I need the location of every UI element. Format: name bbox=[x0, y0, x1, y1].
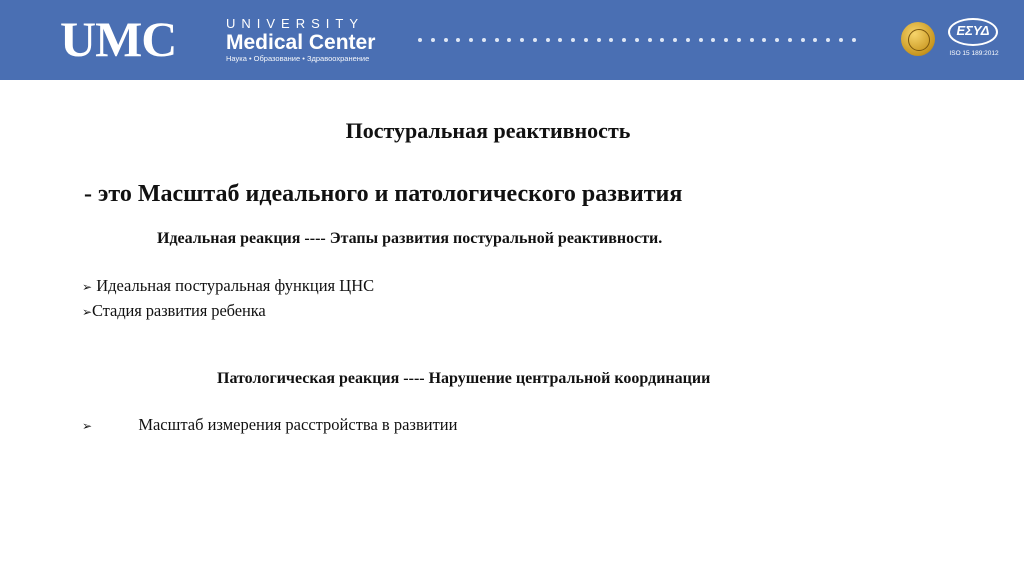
arrow-bullet-icon: ➢ bbox=[82, 280, 93, 294]
list-item-text: Идеальная постуральная функция ЦНС bbox=[96, 276, 375, 295]
logo-text bbox=[226, 16, 375, 64]
list-item bbox=[82, 276, 374, 296]
arrow-bullet-icon: ➢ bbox=[82, 419, 93, 433]
gold-seal-icon bbox=[901, 22, 935, 56]
list-item bbox=[82, 301, 266, 321]
pathological-reaction-heading: Патологическая реакция ---- Нарушение центральной координации bbox=[217, 370, 711, 387]
header-banner bbox=[0, 0, 1024, 80]
logo-university: UNIVERSITY bbox=[226, 16, 365, 31]
iso-label: ISO 15 189:2012 bbox=[949, 50, 999, 57]
list-item bbox=[82, 415, 457, 435]
umc-logo bbox=[60, 11, 177, 67]
list-item-text: Масштаб измерения расстройства в развитии bbox=[138, 415, 458, 434]
slide-title: Постуральная реактивность bbox=[345, 118, 631, 143]
logo-medical-center: Medical Center bbox=[226, 31, 376, 54]
esyd-mark: ΕΣΥΔ bbox=[956, 23, 990, 38]
umc-logo-letters: UMC bbox=[60, 11, 177, 67]
slide-subtitle: - это Масштаб идеального и патологического развития bbox=[84, 181, 683, 207]
dotted-divider bbox=[418, 38, 856, 42]
ideal-reaction-heading: Идеальная реакция ---- Этапы развития постуральной реактивности. bbox=[157, 230, 663, 247]
logo-tagline: Наука • Образование • Здравоохранение bbox=[226, 54, 370, 63]
esyd-accreditation-logo bbox=[944, 16, 1004, 66]
list-item-text: Стадия развития ребенка bbox=[91, 301, 266, 320]
arrow-bullet-icon: ➢ bbox=[82, 305, 92, 319]
